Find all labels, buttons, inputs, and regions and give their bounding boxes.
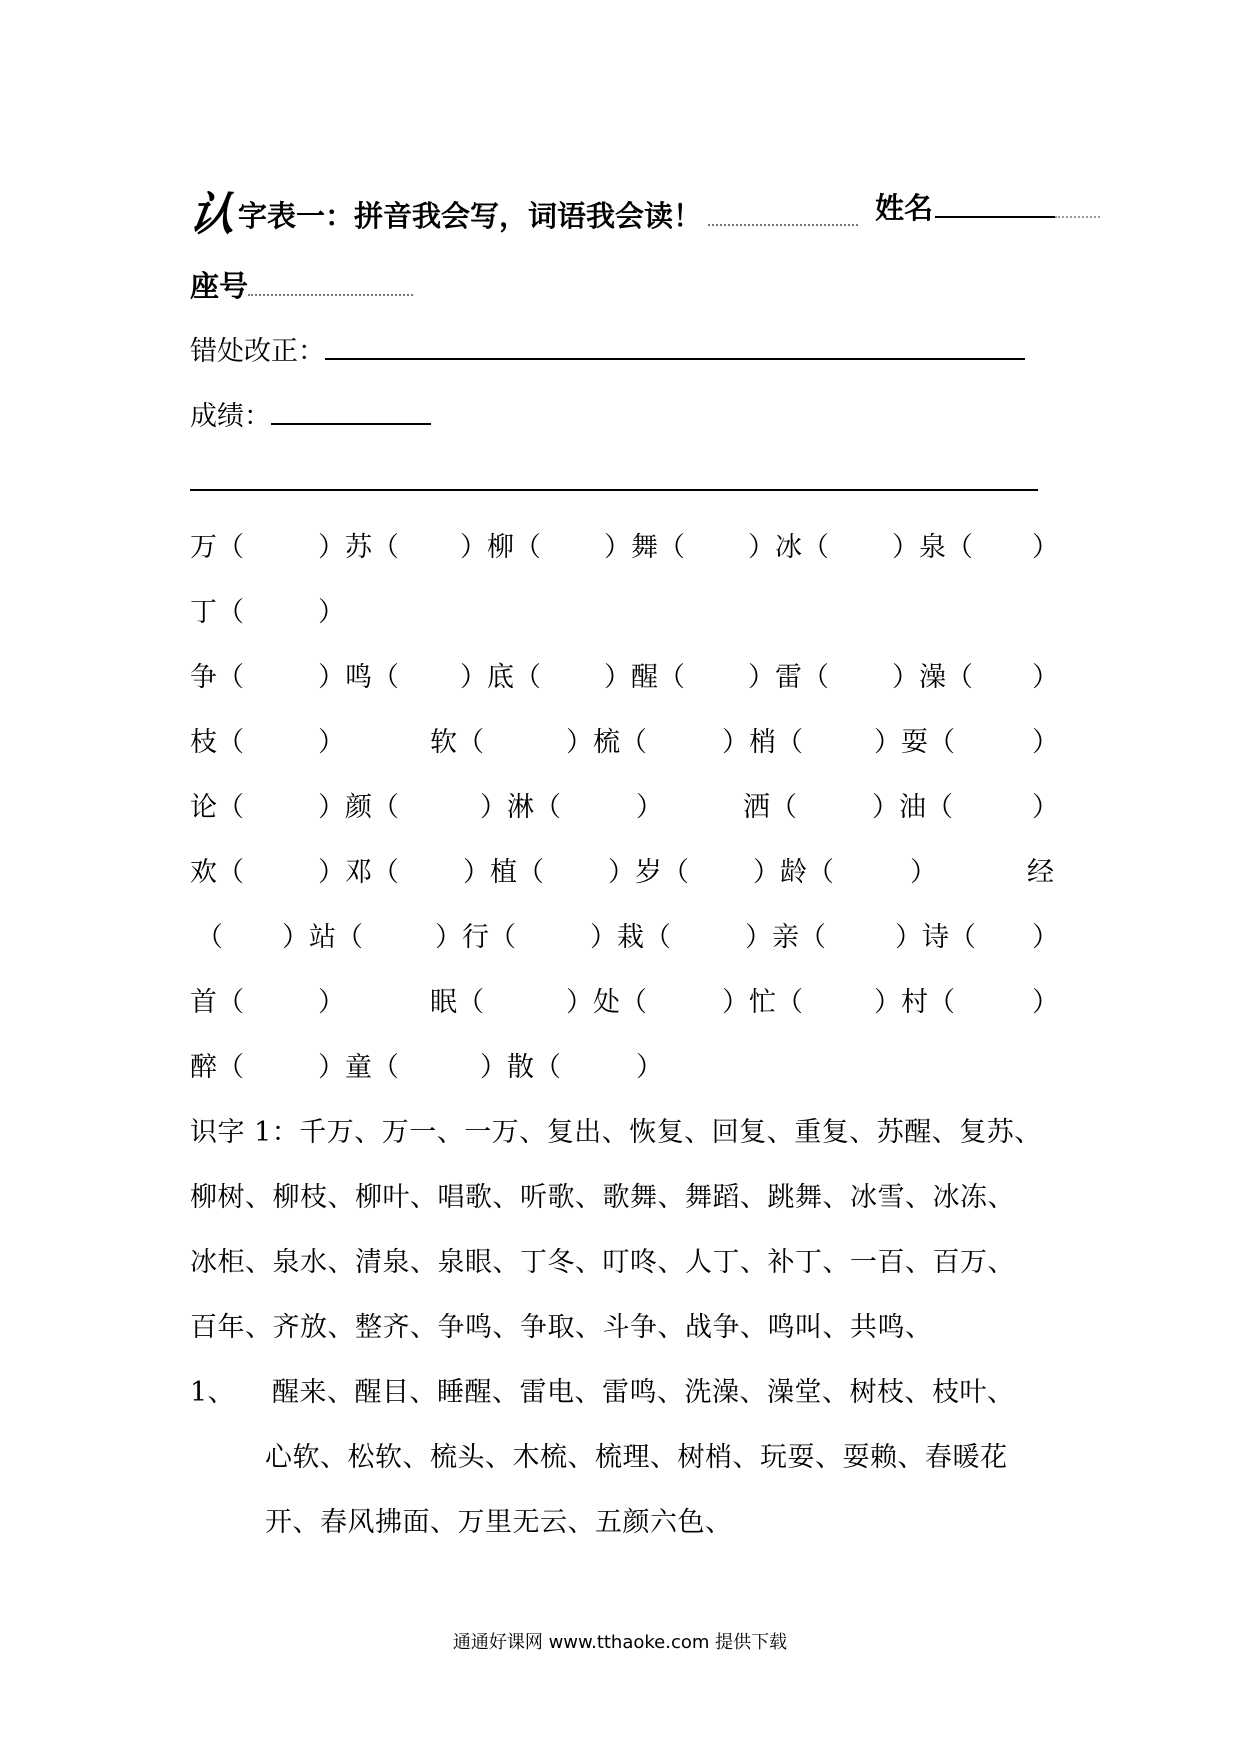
char-row (190, 525, 1060, 565)
char-cell: ）柳（ (460, 532, 541, 563)
char-cell: 首（ (190, 987, 244, 1018)
char-cell: ）童（ (318, 1052, 399, 1083)
char-cell: 丁（ (190, 597, 244, 628)
char-row (190, 655, 1060, 695)
char-row (190, 915, 1060, 955)
correction-label: 错处改正： (190, 336, 325, 367)
char-cell: ）耍（ (874, 727, 955, 758)
char-cell: （ (196, 922, 223, 953)
numbered-item-number: 1、 (190, 1377, 236, 1408)
correction-row (190, 329, 1025, 368)
title-calligraphy-char: 认 (185, 187, 240, 241)
char-cell: ） (636, 1052, 663, 1083)
char-cell: ）岁（ (608, 857, 689, 888)
score-field[interactable] (271, 397, 431, 425)
char-cell: ）栽（ (590, 922, 671, 953)
char-cell: 醉（ (190, 1052, 244, 1083)
char-cell: ） (318, 987, 345, 1018)
score-label: 成绩： (190, 401, 271, 432)
char-cell: ）站（ (282, 922, 363, 953)
name-field[interactable] (935, 186, 1055, 218)
char-cell: ） (1032, 662, 1059, 693)
char-cell: ）淋（ (480, 792, 561, 823)
char-cell: ）醒（ (604, 662, 685, 693)
char-cell: ）颜（ (318, 792, 399, 823)
char-row (190, 590, 1060, 630)
char-cell: ）油（ (872, 792, 953, 823)
char-cell: ） (910, 857, 937, 888)
char-row (190, 850, 1060, 890)
char-cell: 论（ (190, 792, 244, 823)
char-cell: ）梳（ (566, 727, 647, 758)
char-cell: ）行（ (435, 922, 516, 953)
score-row (190, 394, 431, 433)
worksheet-title (185, 178, 858, 244)
char-cell: ） (636, 792, 663, 823)
word-line: 百年、齐放、整齐、争鸣、争取、斗争、战争、鸣叫、共鸣、 (190, 1312, 933, 1343)
char-cell: ） (1032, 987, 1059, 1018)
char-row (190, 1045, 1060, 1085)
char-cell: ）梢（ (722, 727, 803, 758)
divider-line (190, 489, 1038, 491)
word-line: 醒来、醒目、睡醒、雷电、雷鸣、洗澡、澡堂、树枝、枝叶、 (272, 1377, 1015, 1408)
char-row (190, 720, 1060, 760)
char-cell: ）冰（ (748, 532, 829, 563)
char-cell: ） (318, 727, 345, 758)
seat-number-field[interactable] (248, 268, 413, 296)
char-cell: ）忙（ (722, 987, 803, 1018)
char-cell: ）处（ (566, 987, 647, 1018)
char-cell: ）邓（ (318, 857, 399, 888)
char-cell: 欢（ (190, 857, 244, 888)
char-cell: ）泉（ (892, 532, 973, 563)
char-cell: ）底（ (460, 662, 541, 693)
char-cell: 经 (1027, 857, 1054, 888)
name-dotted-line (1055, 186, 1100, 218)
char-cell: 眠（ (430, 987, 484, 1018)
word-line: 柳树、柳枝、柳叶、唱歌、听歌、歌舞、舞蹈、跳舞、冰雪、冰冻、 (190, 1182, 1015, 1213)
correction-field[interactable] (325, 332, 1025, 360)
char-cell: 洒（ (743, 792, 797, 823)
char-cell: ） (1032, 792, 1059, 823)
title-text: 字表一：拼音我会写，词语我会读！ (238, 199, 703, 233)
name-label: 姓名 (875, 191, 934, 225)
word-line: 心软、松软、梳头、木梳、梳理、树梢、玩耍、耍赖、春暖花 (265, 1442, 1008, 1473)
char-cell: ）散（ (480, 1052, 561, 1083)
char-cell: ）苏（ (318, 532, 399, 563)
footer-credit: 通通好课网 www.tthaoke.com 提供下载 (452, 1632, 788, 1653)
char-cell: ） (1032, 727, 1059, 758)
word-line: 开、春风拂面、万里无云、五颜六色、 (265, 1507, 733, 1538)
char-cell: ）诗（ (895, 922, 976, 953)
char-row (190, 980, 1060, 1020)
char-cell: ）舞（ (604, 532, 685, 563)
char-cell: ）澡（ (892, 662, 973, 693)
char-row (190, 785, 1060, 825)
char-cell: 软（ (430, 727, 484, 758)
word-line: 识字 1：千万、万一、一万、复出、恢复、回复、重复、苏醒、复苏、 (190, 1117, 1042, 1148)
char-cell: ）植（ (463, 857, 544, 888)
char-cell: ） (1032, 532, 1059, 563)
char-cell: ）龄（ (753, 857, 834, 888)
seat-number-label: 座号 (190, 269, 249, 303)
char-cell: ）村（ (874, 987, 955, 1018)
seat-number-row (190, 264, 413, 305)
word-line: 冰柜、泉水、清泉、泉眼、丁冬、叮咚、人丁、补丁、一百、百万、 (190, 1247, 1015, 1278)
char-cell: ）亲（ (745, 922, 826, 953)
char-cell: 万（ (190, 532, 244, 563)
char-cell: ） (1032, 922, 1059, 953)
char-cell: ）雷（ (748, 662, 829, 693)
char-cell: ）鸣（ (318, 662, 399, 693)
title-dotted-line (708, 204, 858, 226)
char-cell: 争（ (190, 662, 244, 693)
char-cell: ） (318, 597, 345, 628)
char-cell: 枝（ (190, 727, 244, 758)
